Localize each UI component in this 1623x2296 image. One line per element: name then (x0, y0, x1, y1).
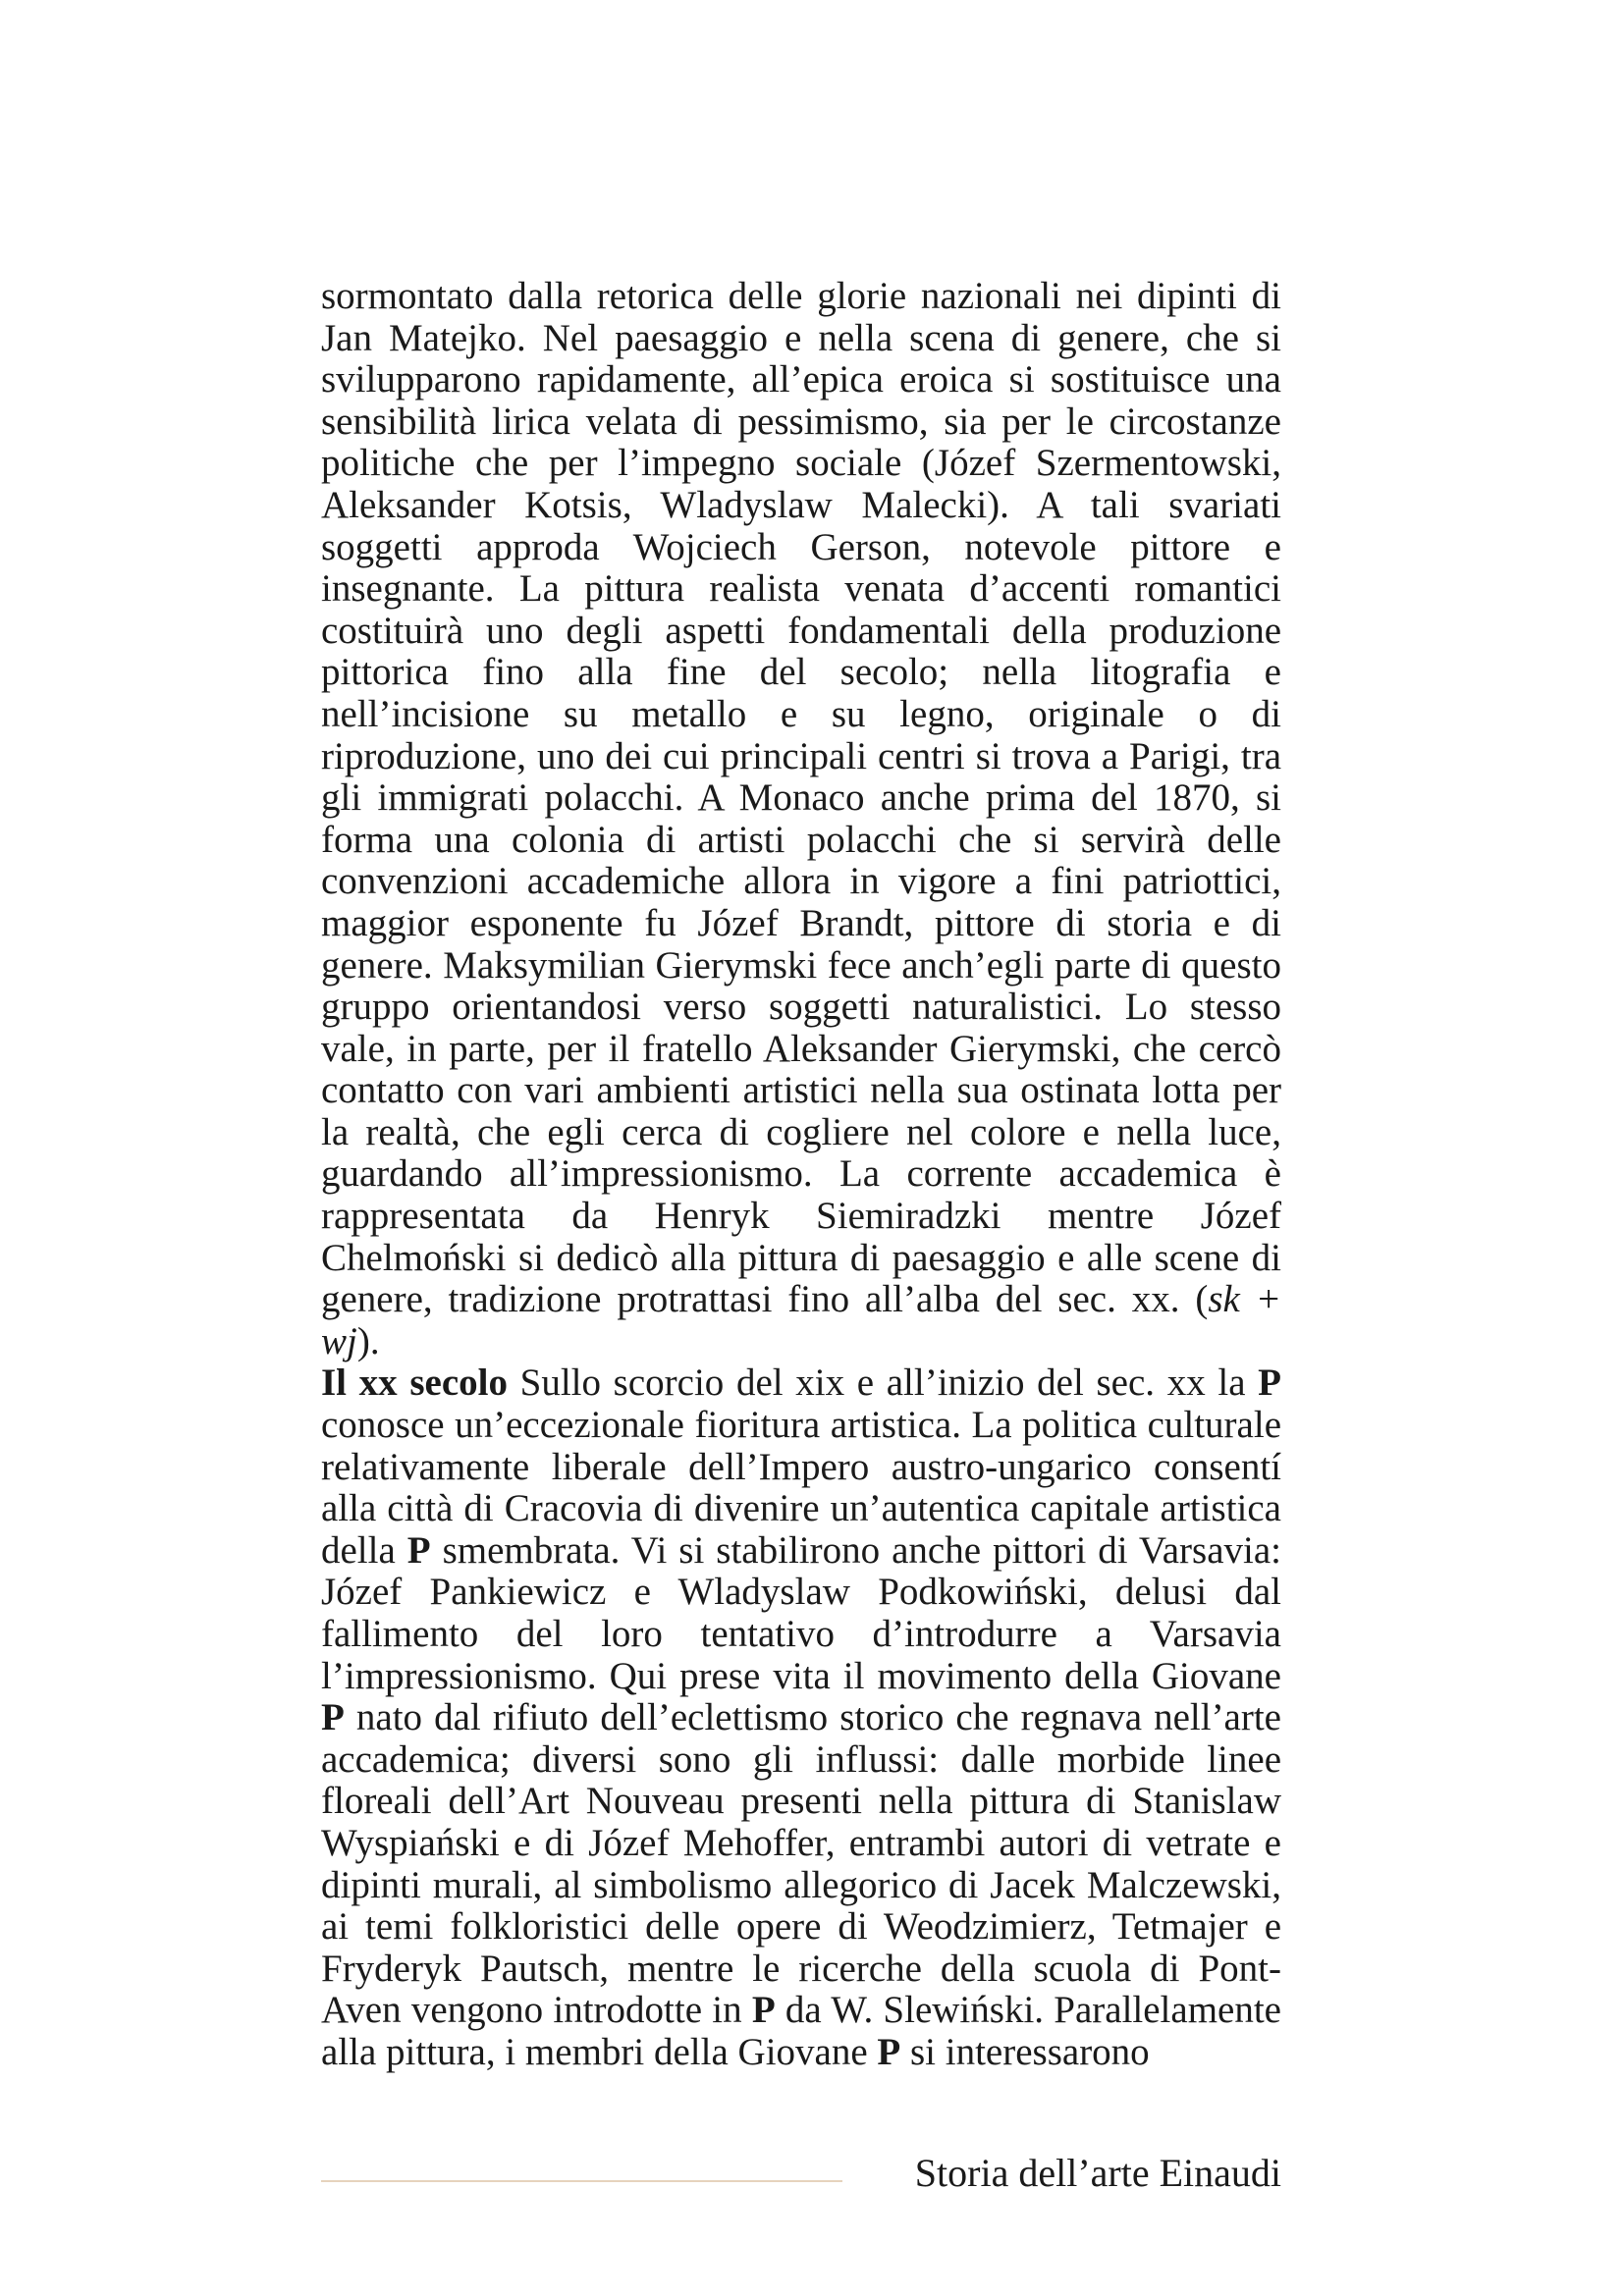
text-segment: si interessarono (900, 2030, 1150, 2073)
text-segment: smembrata. Vi si stabilirono anche pittori di Varsavia: Józef Pankiewicz e Wladyslaw Podkowiński, delusi dal fallimento del loro tentativo d’introdurre a Varsavia l’impressionismo. Qui prese vita il movimento della Giovane (321, 1528, 1281, 1697)
text-segment: da W. Slewiński. Parallelamente alla pittura, i membri della Giovane (321, 1989, 1281, 2073)
abbrev-p: P (877, 2030, 901, 2073)
text-segment: nato dal rifiuto dell’eclettismo storico che regnava nell’arte accademica; diversi sono gli influssi: dalle morbide linee floreali dell’Art Nouveau presenti nella pittura di Stanislaw Wyspiański e di Józef Mehoffer, entrambi autori di vetrate e dipinti murali, al simbolismo allegorico di Jacek Malczewski, ai temi folkloristici delle opere di Weodzimierz, Tetmajer e Fryderyk Pautsch, mentre le ricerche della scuola di Pont-Aven vengono introdotte in (321, 1696, 1281, 2032)
paragraph-text: sormontato dalla retorica delle glorie nazionali nei dipinti di Jan Matejko. Nel paesaggio e nella scena di genere, che si svilupparono rapidamente, all’epica eroica si sostituisce una sensibilità lirica velata di pessimismo, sia per le circostanze politiche che per l’impegno sociale (Józef Szermentowski, Aleksander Kotsis, Wladyslaw Malecki). A tali svariati soggetti approda Wojciech Gerson, notevole pittore e insegnante. La pittura realista venata d’accenti romantici costituirà uno degli aspetti fondamentali della produzione pittorica fino alla fine del secolo; nella litografia e nell’incisione su metallo e su legno, originale o di riproduzione, uno dei cui principali centri si trova a Parigi, tra gli immigrati polacchi. A Monaco anche prima del 1870, si forma una colonia di artisti polacchi che si servirà delle convenzioni accademiche allora in vigore a fini patriottici, maggior esponente fu Józef Brandt, pittore di storia e di genere. Maksymilian Gierymski fece anch’egli parte di questo gruppo orientandosi verso soggetti naturalistici. Lo stesso vale, in parte, per il fratello Aleksander Gierymski, che cercò contatto con vari ambienti artistici nella sua ostinata lotta per la realtà, che egli cerca di cogliere nel colore e nella luce, guardando all’impressionismo. La corrente accademica è rappresentata da Henryk Siemiradzki mentre Józef Chelmoński si dedicò alla pittura di paesaggio e alle scene di genere, tradizione protrattasi fino all’alba del sec. xx. ( (321, 275, 1281, 1321)
paragraph-19th-century (321, 276, 1281, 1362)
abbrev-p: P (751, 1989, 776, 2032)
author-initials: sk + wj (321, 1278, 1281, 1362)
paragraph-20th-century (321, 1362, 1281, 2073)
text-segment: Sullo scorcio del xix e all’inizio del sec. xx la (507, 1362, 1259, 1405)
abbrev-p: P (321, 1696, 345, 1739)
abbrev-p: P (406, 1528, 431, 1572)
footer-rule (321, 2180, 842, 2182)
footer-title: Storia dell’arte Einaudi (914, 2151, 1281, 2195)
paragraph-closing: ). (356, 1319, 380, 1362)
text-segment: conosce un’eccezionale fioritura artistica. La politica culturale relativamente liberale dell’Impero austro-ungarico consentí alla città di Cracovia di divenire un’autentica capitale artistica della (321, 1404, 1281, 1572)
body-text (321, 276, 1281, 2074)
abbrev-p: P (1258, 1362, 1281, 1405)
section-heading: Il xx secolo (321, 1362, 508, 1405)
